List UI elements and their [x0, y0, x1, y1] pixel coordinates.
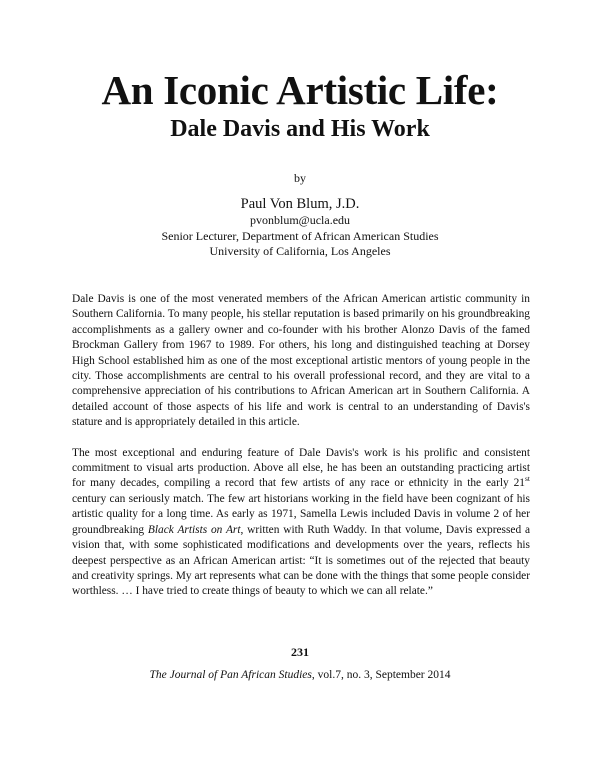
- author-institution: University of California, Los Angeles: [209, 244, 391, 258]
- p2-text-a: The most exceptional and enduring feature of Dale Davis's work is his prolific and consistent commitment to visual arts production. Above all else, he has been an outstanding practicing artist for many decades, compiling a record that few artists of any race or ethnicity in the early 21: [72, 446, 530, 490]
- journal-details: , vol.7, no. 3, September 2014: [311, 669, 451, 681]
- article-body: [72, 292, 530, 600]
- author-position: Senior Lecturer, Department of African American Studies: [161, 228, 439, 243]
- author-email[interactable]: pvonblum@ucla.edu: [249, 213, 351, 227]
- page-number: 231: [291, 645, 309, 659]
- body-paragraph-2: [72, 446, 530, 600]
- p2-text-c: , written with Ruth Waddy. In that volume, Davis expressed a vision that, with some sophisticated modifications and developments over the years, reflects his deepest perspective as an African American artist: “It is sometimes out of the rejected that beauty and creativity springs. My art represents what can be done with the things that some people consider worthless. … I have tried to create things of beauty to which we can all relate.”: [72, 523, 531, 598]
- byline-by: by: [294, 171, 306, 185]
- journal-citation: [0, 670, 600, 682]
- article-subtitle: Dale Davis and His Work: [170, 116, 430, 142]
- body-paragraph-1: Dale Davis is one of the most venerated members of the African American artistic community in Southern California. To many people, his stellar reputation is based primarily on his groundbreaking accomplishments as a gallery owner and co-founder with his brother Alonzo Davis of the famed Brockman Gallery from 1967 to 1989. For others, his long and distinguished teaching at Dorsey High School established him as one of the most exceptional artistic mentors of young people in the city. Those accomplishments are central to his overall professional record, and they are vital to a comprehensive appreciation of his contributions to African American art in Southern California. A detailed account of those aspects of his life and work is central to an understanding of Davis's stature and is appropriately detailed in this article.: [72, 293, 530, 429]
- ordinal-superscript: st: [524, 474, 530, 484]
- book-title: Black Artists on Art: [147, 523, 241, 536]
- journal-name: The Journal of Pan African Studies: [149, 669, 312, 681]
- p2-text-b: century can seriously match. The few art historians working in the field have been cognizant of his artistic quality for a long time. As early as 1971, Samella Lewis included Davis in volume 2 of her groundbreaking: [72, 492, 530, 536]
- author-name: Paul Von Blum, J.D.: [240, 196, 360, 212]
- article-title: An Iconic Artistic Life:: [101, 67, 499, 113]
- author-block: [0, 196, 600, 260]
